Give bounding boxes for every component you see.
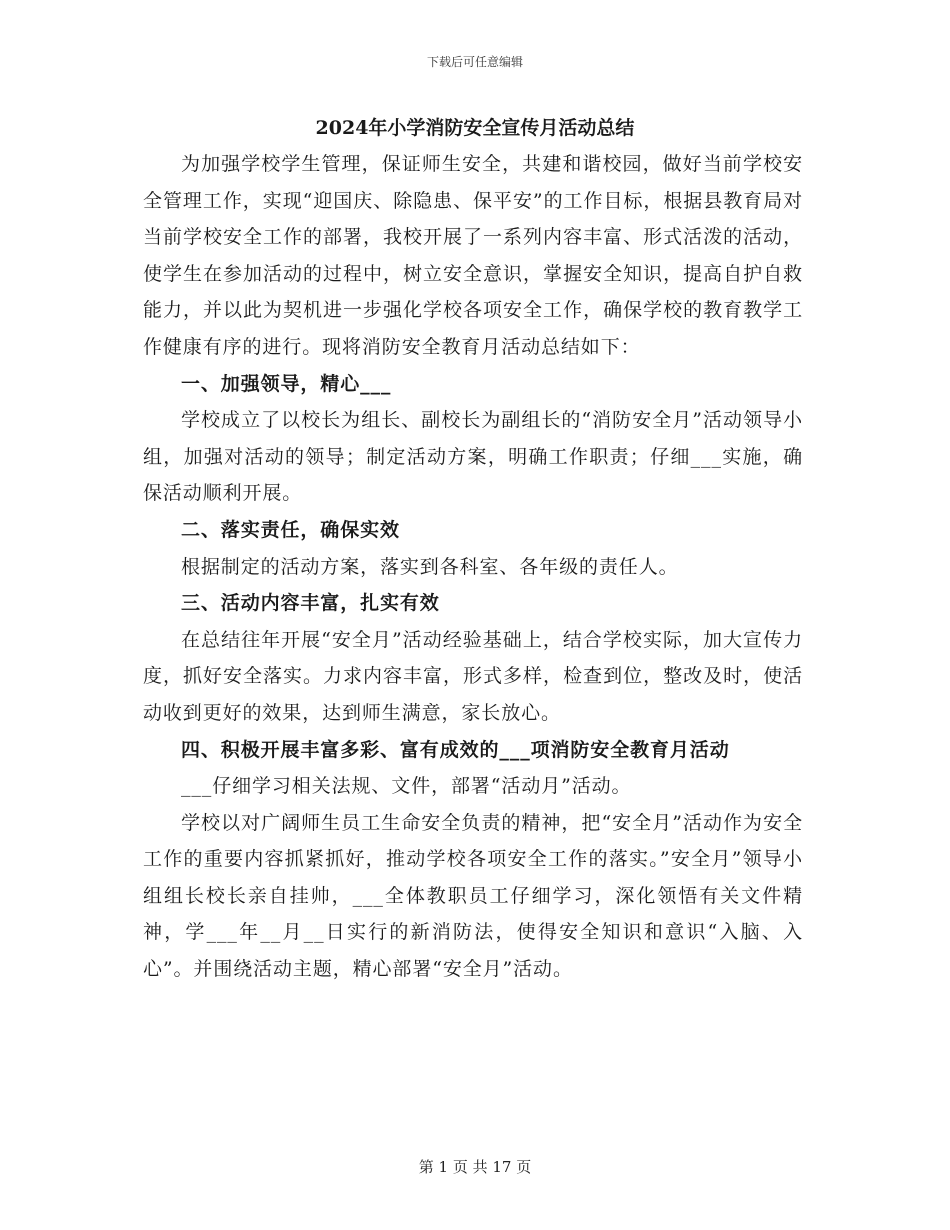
section-paragraph-1: 学校成立了以校长为组长、副校长为副组长的“消防安全月”活动领导小组，加强对活动的领导；制定活动方案，明确工作职责；仔细___实施，确保活动顺利开展。 [143,409,803,505]
section-paragraph-2: 根据制定的活动方案，落实到各科室、各年级的责任人。 [181,555,679,578]
section-heading-4: 四、积极开展丰富多彩、富有成效的___项消防安全教育月活动 [181,738,730,761]
intro-paragraph: 为加强学校学生管理，保证师生安全，共建和谐校园，做好当前学校安全管理工作，实现“迎国庆、除隐患、保平安”的工作目标，根据县教育局对当前学校安全工作的部署，我校开展了一系列内容丰富、形式活泼的活动，使学生在参加活动的过程中，树立安全意识，掌握安全知识，提高自护自救能力，并以此为契机进一步强化学校各项安全工作，确保学校的教育教学工作健康有序的进行。现将消防安全教育月活动总结如下： [143,153,803,358]
section-paragraph-4b: 学校以对广阔师生员工生命安全负责的精神，把“安全月”活动作为安全工作的重要内容抓紧抓好，推动学校各项安全工作的落实。”安全月”领导小组组长校长亲自挂帅，___全体教职员工仔细学习，深化领悟有关文件精神，学___年__月__日实行的新消防法，使得安全知识和意识“入脑、入心”。并围绕活动主题，精心部署“安全月”活动。 [143,811,803,981]
section-heading-2: 二、落实责任，确保实效 [181,518,400,541]
header-note: 下载后可任意编辑 [426,55,523,69]
section-heading-1: 一、加强领导，精心___ [181,372,392,395]
document-body [143,146,803,988]
section-paragraph-3: 在总结往年开展“安全月”活动经验基础上，结合学校实际，加大宣传力度，抓好安全落实。力求内容丰富，形式多样，检查到位，整改及时，使活动收到更好的效果，达到师生满意，家长放心。 [143,628,803,724]
section-heading-3: 三、活动内容丰富，扎实有效 [181,592,440,615]
document-title: 2024年小学消防安全宣传月活动总结 [315,117,635,139]
page-number: 第 1 页 共 17 页 [418,1158,532,1176]
section-paragraph-4a: ___仔细学习相关法规、文件，部署“活动月”活动。 [181,775,632,798]
